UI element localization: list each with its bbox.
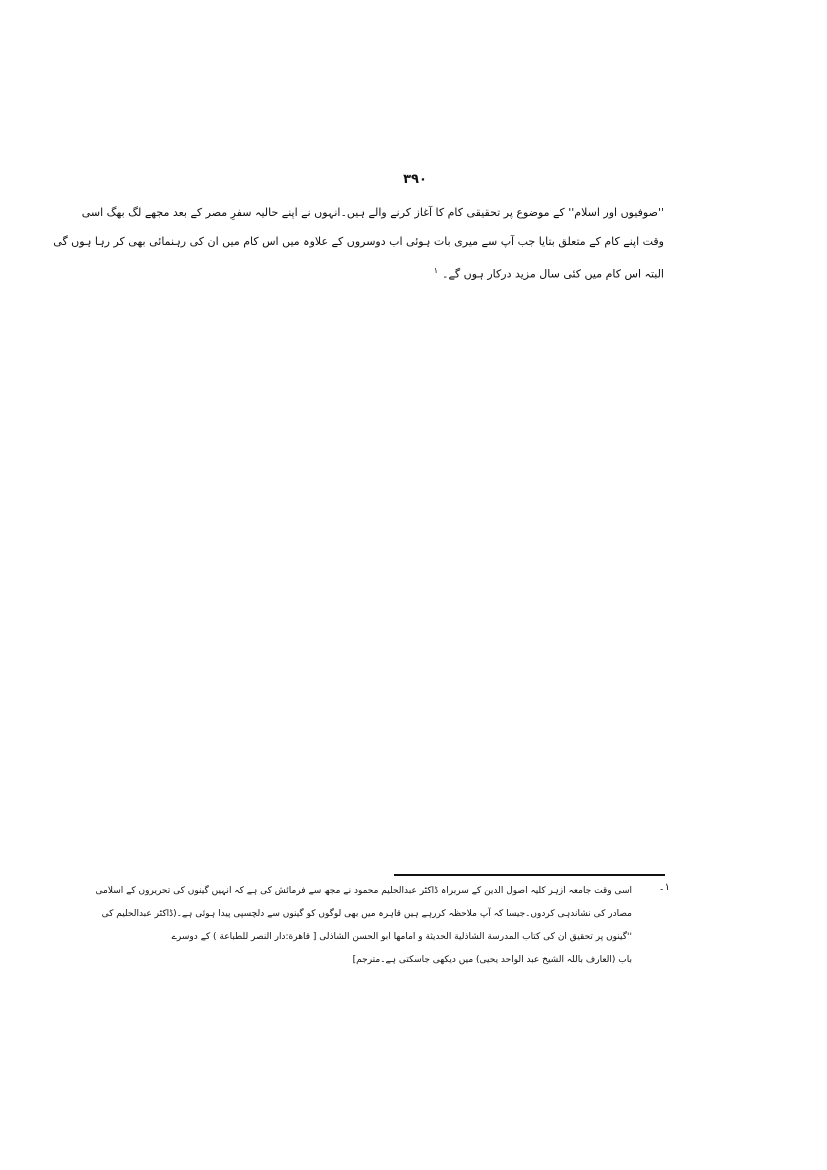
page-number: ۳۹۰	[403, 172, 427, 187]
footnote	[95, 880, 670, 972]
footnote-separator	[394, 874, 665, 876]
footnote-line: اسی وقت جامعہ ازہر کلیہ اصول الدین کے سربراہ ڈاکٹر عبدالحلیم محمود نے مجھ سے فرمائش کی ہے کہ انہیں گینوں کی تحریروں کے اسلامی	[95, 886, 632, 896]
footnote-marker: ۱۔	[658, 882, 670, 893]
footnote-reference[interactable]: ۱	[433, 266, 439, 275]
body-line: وقت اپنے کام کے متعلق بتایا جب آپ سے میری بات ہوئی اب دوسروں کے علاوہ میں اس کام میں ان کی رہنمائی بھی کر رہا ہوں گی	[53, 235, 664, 248]
footnote-line: مصادر کی نشاندہی کردوں۔جیسا کہ آپ ملاحظہ کررہے ہیں قاہرہ میں بھی لوگوں کو گینوں سے دلچسپی پیدا ہوئی ہے۔(ڈاکٹر عبدالحلیم کی	[101, 909, 632, 919]
body-paragraph	[53, 198, 664, 285]
body-line-last	[160, 256, 664, 285]
body-line-text: البتہ اس کام میں کئی سال مزید درکار ہوں گے۔	[442, 267, 664, 281]
footnote-line: باب (العارف باللہ الشیخ عبد الواحد یحیی) میں دیکھی جاسکتی ہے۔مترجم]	[352, 955, 632, 965]
footnote-line: ''گینوں پر تحقیق ان کی کتاب المدرسة الشاذلیة الحدیثة و امامها ابو الحسن الشاذلی [ قاهرة:دار النصر للطباعة ) کے دوسرے	[171, 932, 632, 942]
body-line: ''صوفیوں اور اسلام'' کے موضوع پر تحقیقی کام کا آغاز کرنے والے ہیں۔انہوں نے اپنے حالیہ سفرِ مصر کے بعد مجھے لگ بھگ اسی	[81, 206, 664, 219]
footnote-text	[95, 880, 632, 972]
